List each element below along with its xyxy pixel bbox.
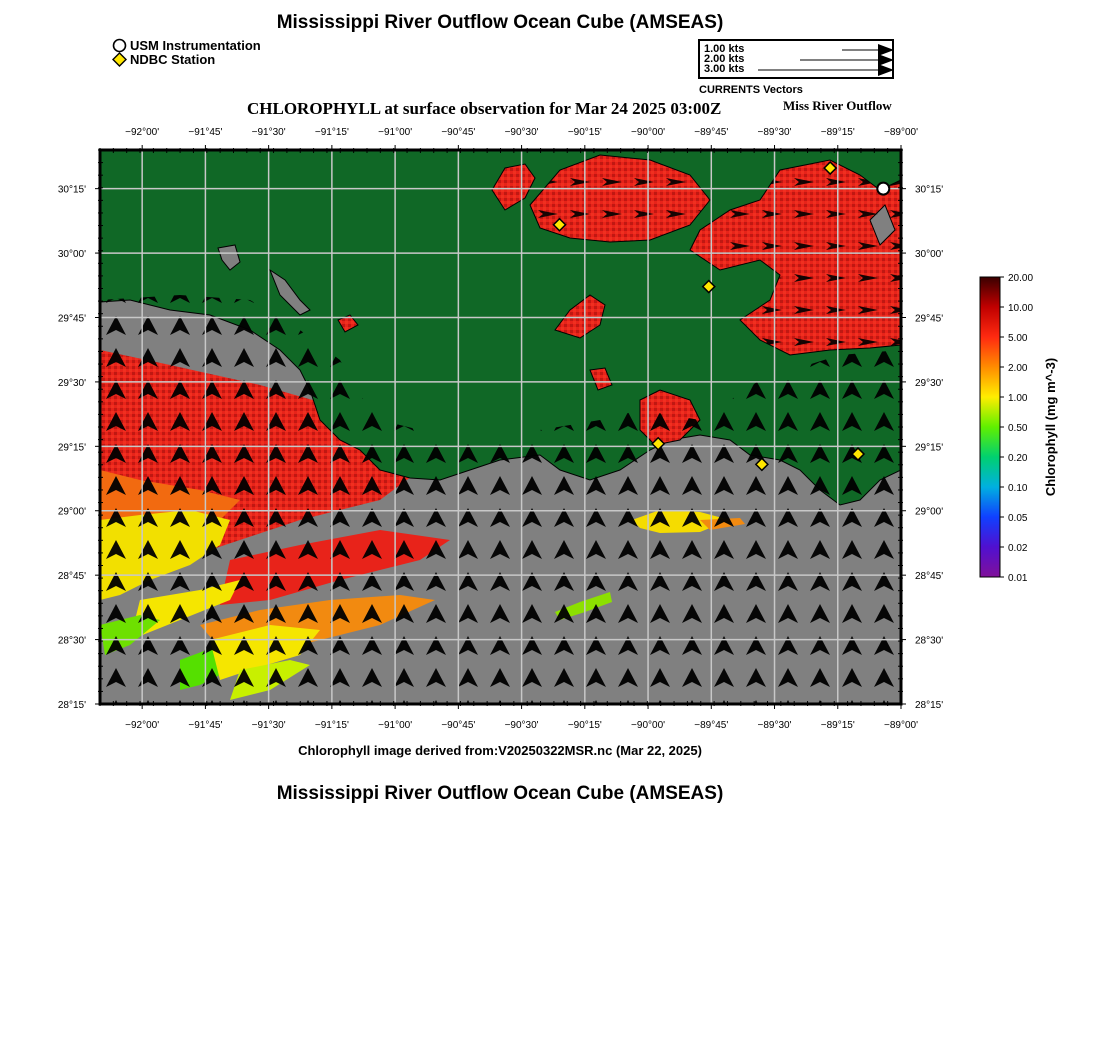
lat-tick-label-left: 30°00' [57,249,86,261]
lat-tick-label-left: 29°00' [57,506,86,518]
region-label: Miss River Outflow [783,98,892,113]
lat-tick-label-right: 28°45' [915,571,944,583]
lon-tick-label-top: −91°30' [251,127,286,138]
map-subtitle: CHLOROPHYLL at surface observation for Mar 24 2025 03:00Z [247,99,722,118]
vector-key-title: CURRENTS Vectors [699,84,803,96]
repeat-title: Mississippi River Outflow Ocean Cube (AMSEAS) [276,783,724,804]
lon-labels-bottom [125,720,918,731]
lon-tick-label-bottom: −91°15' [314,720,349,731]
colorbar-tick-label: 10.00 [1008,303,1034,314]
lon-tick-label-top: −90°30' [504,127,539,138]
legend-label-ndbc: NDBC Station [130,52,216,67]
lon-tick-label-top: −90°45' [441,127,476,138]
lon-tick-label-bottom: −89°00' [884,720,918,731]
lon-tick-label-top: −90°00' [631,127,666,138]
lat-tick-label-left: 29°45' [57,313,86,325]
colorbar [960,260,1100,600]
lon-tick-label-top: −91°15' [314,127,349,138]
image-source-caption: Chlorophyll image derived from:V20250322MSR.nc (Mar 22, 2025) [298,743,702,758]
lat-tick-label-right: 29°15' [915,442,944,454]
lon-tick-label-bottom: −91°00' [378,720,413,731]
colorbar-label: Chlorophyll (mg m^-3) [1043,357,1058,497]
colorbar-tick-label: 1.00 [1008,393,1028,404]
lon-tick-label-bottom: −90°15' [567,720,602,731]
lon-labels-top [125,127,918,138]
lon-tick-label-bottom: −91°45' [188,720,223,731]
lon-tick-label-top: −91°45' [188,127,223,138]
colorbar-tick-label: 0.20 [1008,453,1028,464]
lat-tick-label-left: 29°30' [57,377,86,389]
lon-tick-label-top: −89°45' [694,127,729,138]
lat-tick-label-left: 28°30' [57,635,86,647]
lat-tick-label-left: 29°15' [57,442,86,454]
lon-tick-label-bottom: −90°00' [631,720,666,731]
vector-key-entry-2: 2.00 kts [704,53,745,65]
lat-tick-label-right: 28°15' [915,700,944,711]
legend-label-usm: USM Instrumentation [130,38,261,53]
lat-labels-left [58,185,86,711]
lat-tick-label-right: 29°45' [915,313,944,325]
vector-key-entry-3: 3.00 kts [704,63,745,75]
lon-tick-label-bottom: −91°30' [251,720,286,731]
lat-tick-label-right: 28°30' [915,635,944,647]
lat-tick-label-left: 30°15' [57,184,86,196]
colorbar-tick-label: 0.50 [1008,423,1028,434]
colorbar-tick-label: 2.00 [1008,363,1028,374]
lon-tick-label-bottom: −89°15' [820,720,855,731]
colorbar-tick-label: 0.01 [1008,573,1028,584]
colorbar-tick-label: 5.00 [1008,333,1028,344]
lon-tick-label-bottom: −89°30' [757,720,792,731]
lat-tick-label-left: 28°45' [57,571,86,583]
lat-tick-label-right: 30°00' [915,249,944,261]
lon-tick-label-top: −89°00' [884,127,918,138]
vector-key-entry-1: 1.00 kts [704,43,745,55]
colorbar-tick-label: 0.02 [1008,543,1028,554]
lat-labels-right [915,185,943,711]
lon-tick-label-bottom: −89°45' [694,720,729,731]
lon-tick-label-bottom: −92°00' [125,720,160,731]
lon-tick-label-bottom: −90°30' [504,720,539,731]
lon-tick-label-top: −89°30' [757,127,792,138]
lon-tick-label-top: −90°15' [567,127,602,138]
colorbar-tick-label: 0.10 [1008,483,1028,494]
lon-tick-label-top: −92°00' [125,127,160,138]
colorbar-tick-label: 0.05 [1008,513,1028,524]
lat-tick-label-right: 29°30' [915,377,944,389]
lon-tick-label-bottom: −90°45' [441,720,476,731]
lat-tick-label-right: 30°15' [915,184,944,196]
colorbar-tick-label: 20.00 [1008,273,1034,284]
usm-station-marker [877,183,889,195]
lon-tick-label-top: −91°00' [378,127,413,138]
lat-tick-label-left: 28°15' [57,700,86,711]
colorbar-scale [980,277,1000,577]
lon-tick-label-top: −89°15' [820,127,855,138]
page-title: Mississippi River Outflow Ocean Cube (AMSEAS) [276,12,724,33]
lat-tick-label-right: 29°00' [915,506,944,518]
